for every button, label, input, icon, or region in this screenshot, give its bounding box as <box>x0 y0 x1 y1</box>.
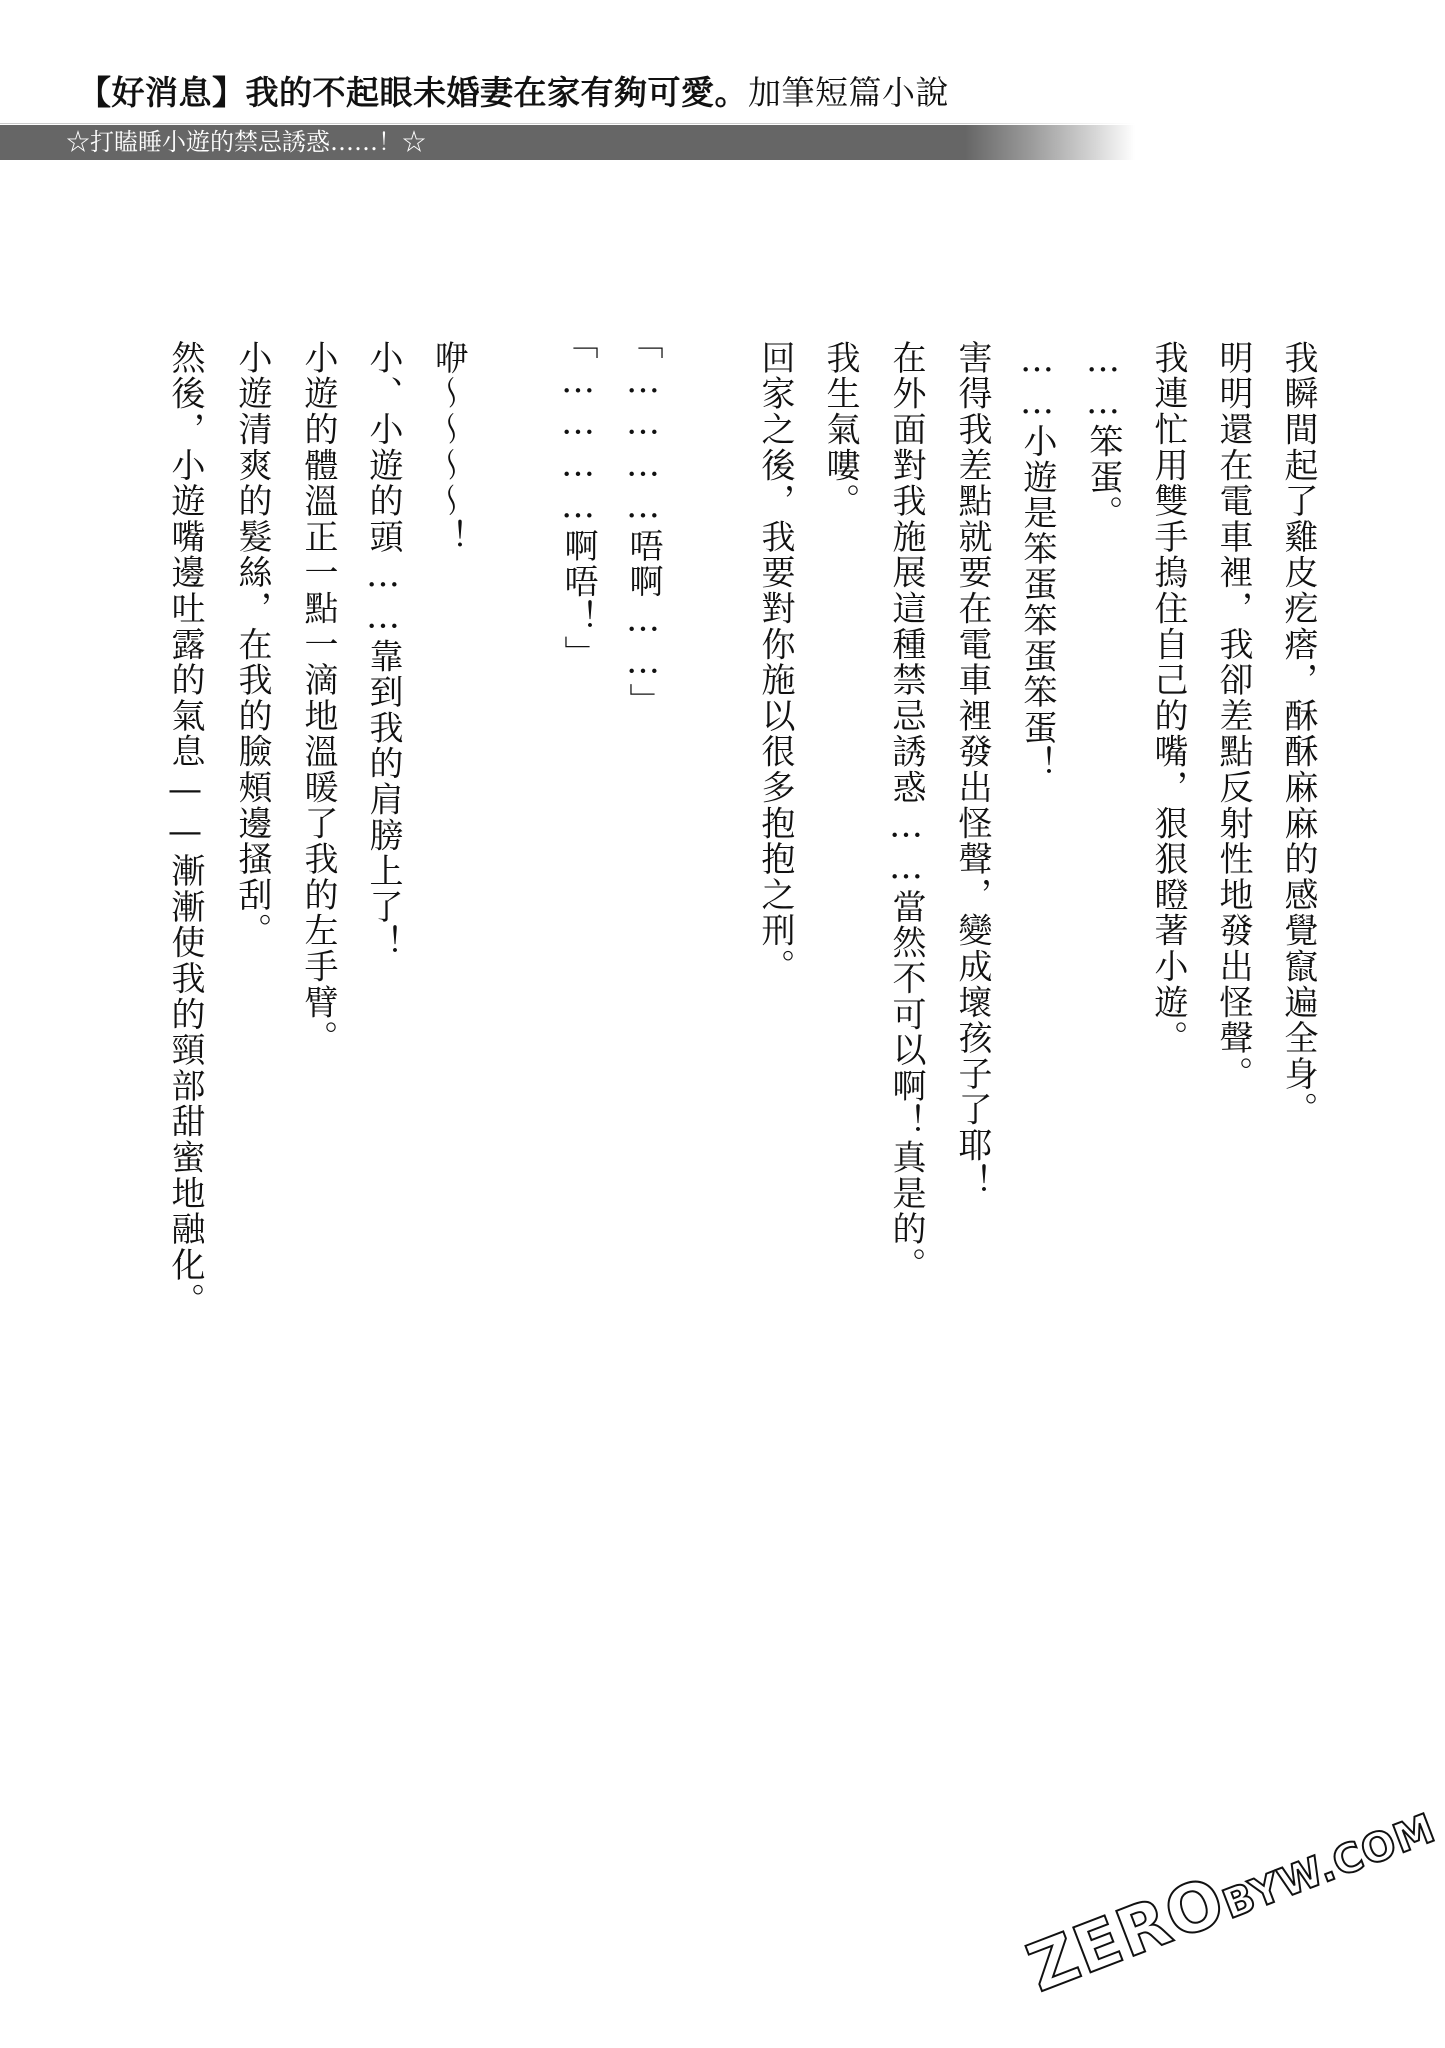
dialogue-column: 「…………唔啊……」 <box>623 325 663 719</box>
watermark-domain: BYW.COM <box>1216 1805 1442 1929</box>
text-column: 在外面對我施展這種禁忌誘惑……當然不可以啊！真是的。 <box>886 340 926 1283</box>
watermark-main: ZERO <box>1017 1862 1236 2007</box>
text-column: 回家之後，我要對你施以很多抱抱之刑。 <box>755 340 795 985</box>
band-divider <box>0 123 1135 124</box>
text-column: 我生氣嘍。 <box>820 340 860 519</box>
title-main: 【好消息】我的不起眼未婚妻在家有夠可愛。 <box>78 73 748 112</box>
text-column: ……笨蛋。 <box>1083 340 1123 531</box>
text-column: 咿～～～～！ <box>428 340 468 555</box>
text-column: 小遊的體溫正一點一滴地溫暖了我的左手臂。 <box>298 340 338 1056</box>
title-suffix: 加筆短篇小說 <box>748 73 949 112</box>
chapter-subtitle: ☆打瞌睡小遊的禁忌誘惑……！☆ <box>66 128 426 156</box>
text-column: 我瞬間起了雞皮疙瘩，酥酥麻麻的感覺竄遍全身。 <box>1278 340 1318 1128</box>
dialogue-column: 「…………啊唔！」 <box>558 325 598 672</box>
text-column: 害得我差點就要在電車裡發出怪聲，變成壞孩子了耶！ <box>952 340 992 1200</box>
text-column: 小、小遊的頭……靠到我的肩膀上了！ <box>363 340 403 961</box>
page-title <box>78 72 949 114</box>
text-column: 明明還在電車裡，我卻差點反射性地發出怪聲。 <box>1213 340 1253 1092</box>
text-column: ……小遊是笨蛋笨蛋笨蛋！ <box>1017 340 1057 782</box>
site-watermark <box>1017 1782 1444 2007</box>
text-column: 小遊清爽的髮絲，在我的臉頰邊搔刮。 <box>232 340 272 949</box>
text-column: 然後，小遊嘴邊吐露的氣息——漸漸使我的頸部甜蜜地融化。 <box>165 340 205 1319</box>
text-column: 我連忙用雙手摀住自己的嘴，狠狠瞪著小遊。 <box>1148 340 1188 1056</box>
